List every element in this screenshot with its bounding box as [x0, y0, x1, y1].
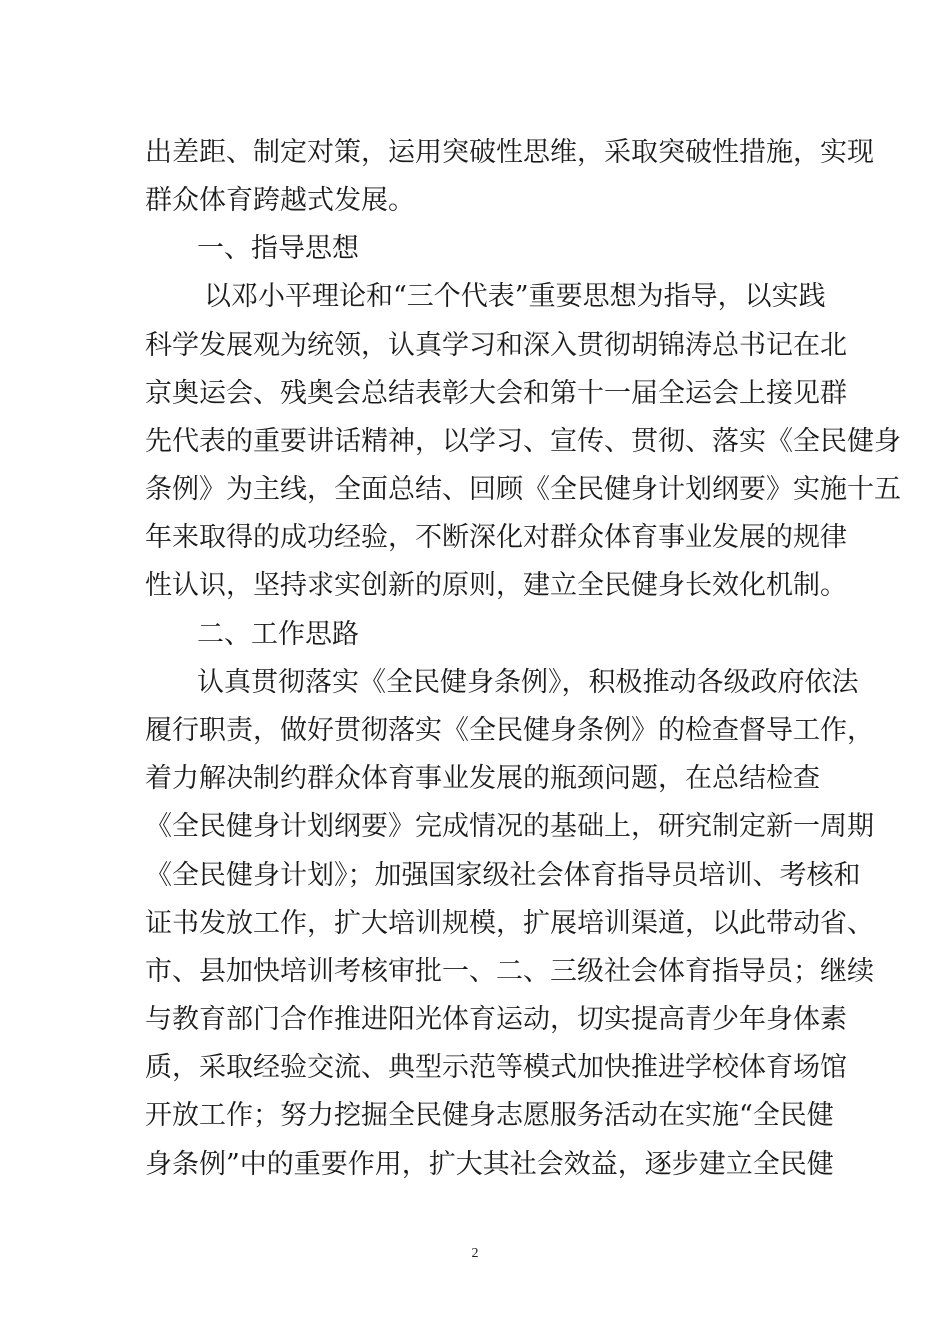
body-line-7: 条例》为主线，全面总结、回顾《全民健身计划纲要》实施十五	[145, 474, 901, 505]
body-line-8: 年来取得的成功经验，不断深化对群众体育事业发展的规律	[145, 522, 847, 553]
body-line-16: 市、县加快培训考核审批一、二、三级社会体育指导员；继续	[145, 956, 874, 987]
body-line-3: 以邓小平理论和“三个代表”重要思想为指导，以实践	[204, 281, 826, 312]
body-line-6: 先代表的重要讲话精神，以学习、宣传、贯彻、落实《全民健身	[145, 426, 901, 457]
body-line-17: 与教育部门合作推进阳光体育运动，切实提高青少年身体素	[145, 1004, 847, 1035]
section-heading-guiding-thought: 一、指导思想	[197, 233, 359, 264]
body-line-11: 履行职责，做好贯彻落实《全民健身条例》的检查督导工作，	[145, 715, 874, 746]
body-line-20: 身条例”中的重要作用，扩大其社会效益，逐步建立全民健	[145, 1149, 834, 1180]
page-number: 2	[471, 1246, 479, 1261]
body-line-10: 认真贯彻落实《全民健身条例》，积极推动各级政府依法	[197, 667, 859, 698]
body-line-12: 着力解决制约群众体育事业发展的瓶颈问题，在总结检查	[145, 763, 820, 794]
body-line-13: 《全民健身计划纲要》完成情况的基础上，研究制定新一周期	[145, 811, 874, 842]
body-line-15: 证书发放工作，扩大培训规模，扩展培训渠道，以此带动省、	[145, 908, 874, 939]
body-line-1: 出差距、制定对策，运用突破性思维，采取突破性措施，实现	[145, 137, 874, 168]
body-line-19: 开放工作；努力挖掘全民健身志愿服务活动在实施“全民健	[145, 1100, 834, 1131]
section-heading-work-approach: 二、工作思路	[197, 619, 359, 650]
body-line-4: 科学发展观为统领，认真学习和深入贯彻胡锦涛总书记在北	[145, 330, 847, 361]
body-line-2: 群众体育跨越式发展。	[145, 185, 415, 216]
body-line-18: 质，采取经验交流、典型示范等模式加快推进学校体育场馆	[145, 1052, 847, 1083]
body-line-9: 性认识，坚持求实创新的原则，建立全民健身长效化机制。	[145, 570, 847, 601]
body-line-5: 京奥运会、残奥会总结表彰大会和第十一届全运会上接见群	[145, 378, 847, 409]
body-line-14: 《全民健身计划》；加强国家级社会体育指导员培训、考核和	[145, 860, 861, 891]
